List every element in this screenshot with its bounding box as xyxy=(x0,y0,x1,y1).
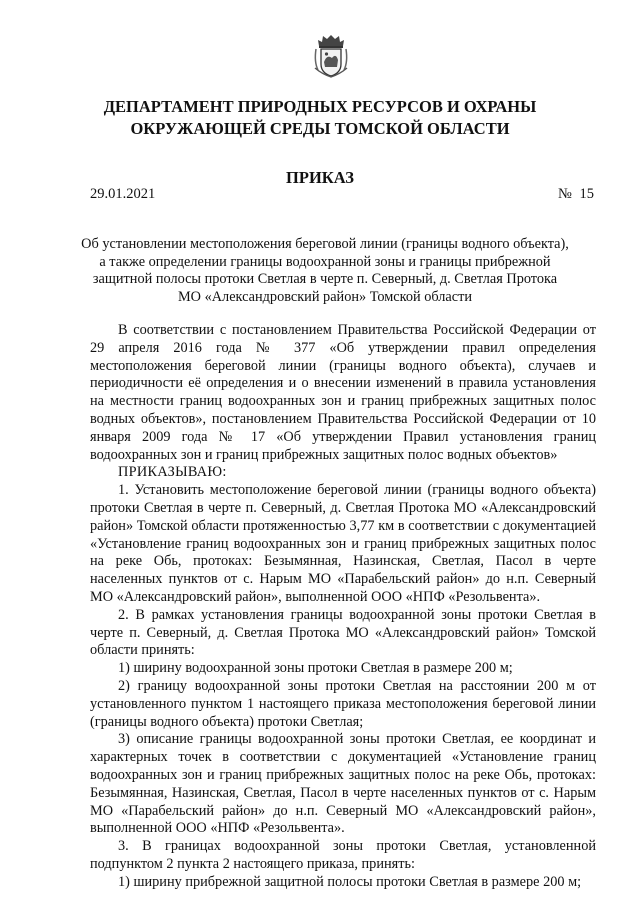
subject-line-4: МО «Александровский район» Томской области xyxy=(177,288,473,305)
item-1-paragraph: 1. Установить местоположение береговой линии (границы водного объекта) протоки Светлая в черте п. Северный, д. Светлая Протока МО «Александровский район» Томской области протяженностью 3,77 км в соответствии с документацией «Установление границ водоохранных зон и границ прибрежных защитных полос на реке Обь, протоках: Безымянная, Назинская, Светлая, Пасол в черте населенных пунктов от с. Нарым МО «Парабельский район» до н.п. Северный МО «Александровский район», выполненной ООО «НПФ «Резольвента». xyxy=(90,482,596,605)
document-date: 29.01.2021 xyxy=(90,186,156,202)
subject-line-2: а также определении границы водоохранной зоны и границы прибрежной xyxy=(99,253,551,270)
document-subject xyxy=(80,236,570,306)
document-body xyxy=(90,322,596,892)
order-word: ПРИКАЗЫВАЮ: xyxy=(118,464,227,481)
organization-name xyxy=(60,96,580,140)
subject-line-3: защитной полосы протоки Светлая в черте п. Северный, д. Светлая Протока xyxy=(92,271,558,288)
org-line-1: ДЕПАРТАМЕНТ ПРИРОДНЫХ РЕСУРСОВ И ОХРАНЫ xyxy=(103,97,537,116)
item-2-paragraph: 2. В рамках установления границы водоохранной зоны протоки Светлая в черте п. Северный, д. Светлая Протока МО «Александровский район» Томской области принять: xyxy=(90,606,596,659)
subject-line-1: Об установлении местоположения береговой линии (границы водного объекта), xyxy=(81,236,569,252)
item-2-1-paragraph: 1) ширину водоохранной зоны протоки Светлая в размере 200 м; xyxy=(118,660,513,677)
item-3-paragraph: 3. В границах водоохранной зоны протоки Светлая, установленной подпунктом 2 пункта 2 настоящего приказа, принять: xyxy=(90,838,596,872)
coat-of-arms-icon xyxy=(312,34,350,78)
org-line-2: ОКРУЖАЮЩЕЙ СРЕДЫ ТОМСКОЙ ОБЛАСТИ xyxy=(130,119,510,138)
preamble-paragraph: В соответствии с постановлением Правительства Российской Федерации от 29 апреля 2016 года № 377 «Об утверждении правил определения местоположения береговой линии (границы водного объекта), случаев и периодичности её определения и о внесении изменений в правила установления на местности границ водоохранных зон и границ прибрежных защитных полос водных объектов», постановлением Правительства Российской Федерации от 10 января 2009 года № 17 «Об утверждении Правил установления границ водоохранных зон и границ прибрежных защитных полос водных объектов» xyxy=(90,322,596,463)
item-3-1-paragraph: 1) ширину прибрежной защитной полосы протоки Светлая в размере 200 м; xyxy=(118,873,582,890)
item-2-2-paragraph: 2) границу водоохранной зоны протоки Светлая на расстоянии 200 м от установленного пунктом 1 настоящего приказа местоположения береговой линии (границы водного объекта) протоки Светлая; xyxy=(90,677,596,730)
document-type: ПРИКАЗ xyxy=(286,168,354,187)
item-2-3-paragraph: 3) описание границы водоохранной зоны протоки Светлая, ее координат и характерных точек в соответствии с документацией «Установление границ водоохранных зон и границ прибрежных защитных полос на реке Обь, протоках: Безымянная, Назинская, Светлая, Пасол в черте населенных пунктов от с. Нарым МО «Парабельский район» до н.п. Северный МО «Александровский район», выполненной ООО «НПФ «Резольвента». xyxy=(90,731,596,837)
document-number: № 15 xyxy=(558,186,594,202)
